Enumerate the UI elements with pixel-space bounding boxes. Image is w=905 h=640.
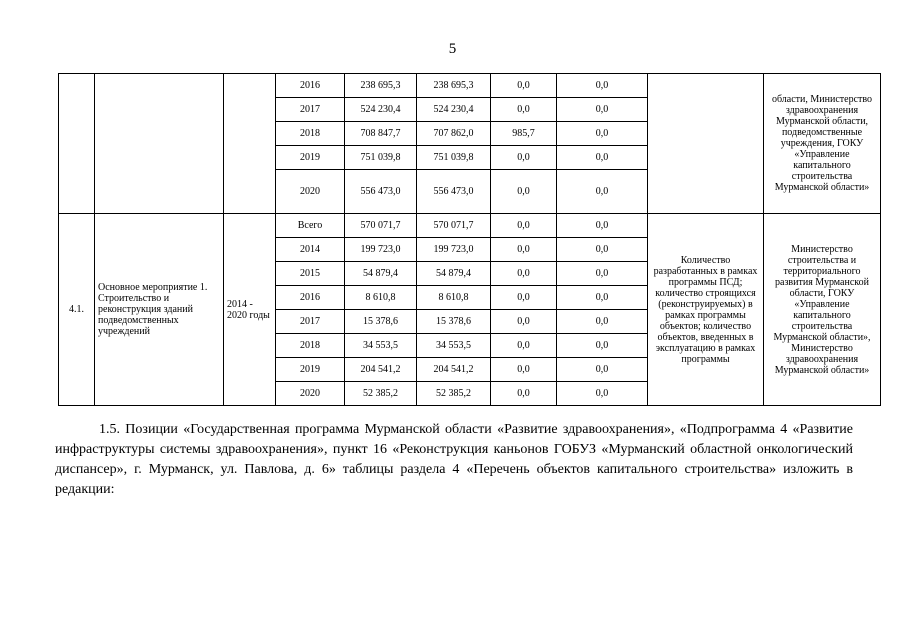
cell-value: 0,0 (491, 98, 557, 122)
cell-total: 570 071,7 (345, 214, 417, 238)
cell-value: 238 695,3 (417, 74, 491, 98)
cell-year: 2019 (276, 146, 345, 170)
cell-value: 0,0 (557, 262, 648, 286)
cell-period (224, 74, 276, 214)
cell-value: 0,0 (557, 286, 648, 310)
cell-year: 2019 (276, 358, 345, 382)
cell-total: 204 541,2 (345, 358, 417, 382)
cell-value: 15 378,6 (417, 310, 491, 334)
cell-value: 0,0 (557, 122, 648, 146)
cell-name: Основное мероприятие 1. Строительство и реконструкция зданий подведомственных учреждений (95, 214, 224, 406)
cell-value: 0,0 (557, 98, 648, 122)
cell-value: 54 879,4 (417, 262, 491, 286)
cell-responsible: области, Министерство здравоохранения Мурманской области, подведомственные учреждения, ГОКУ «Управление капитального строительства Мурманской области» (764, 74, 881, 214)
cell-number: 4.1. (59, 214, 95, 406)
cell-value: 0,0 (557, 214, 648, 238)
cell-value: 34 553,5 (417, 334, 491, 358)
cell-value: 0,0 (557, 382, 648, 406)
cell-name (95, 74, 224, 214)
program-table (58, 73, 881, 406)
cell-year: 2018 (276, 334, 345, 358)
cell-value: 0,0 (557, 74, 648, 98)
cell-total: 34 553,5 (345, 334, 417, 358)
cell-total: 708 847,7 (345, 122, 417, 146)
amendment-paragraph: 1.5. Позиции «Государственная программа Мурманской области «Развитие здравоохранения», «Подпрограмма 4 «Развитие инфраструктуры системы здравоохранения», пункт 16 «Реконструкция каньонов ГОБУЗ «Мурманский областной онкологический диспансер», г. Мурманск, ул. Павлова, д. 6» таблицы раздела 4 «Перечень объектов капитального строительства» изложить в редакции: (55, 422, 853, 497)
cell-year: Всего (276, 214, 345, 238)
cell-year: 2015 (276, 262, 345, 286)
cell-value: 0,0 (491, 382, 557, 406)
cell-total: 199 723,0 (345, 238, 417, 262)
cell-value: 0,0 (491, 238, 557, 262)
table-row (59, 74, 881, 98)
cell-total: 524 230,4 (345, 98, 417, 122)
cell-value: 707 862,0 (417, 122, 491, 146)
cell-total: 52 385,2 (345, 382, 417, 406)
cell-value: 0,0 (557, 170, 648, 214)
cell-value: 52 385,2 (417, 382, 491, 406)
cell-value: 0,0 (491, 358, 557, 382)
cell-number (59, 74, 95, 214)
cell-value: 0,0 (491, 334, 557, 358)
cell-value: 0,0 (491, 214, 557, 238)
cell-indicators: Количество разработанных в рамках программы ПСД; количество строящихся (реконструируемых) в рамках программы объектов; количество объектов, введенных в эксплуатацию в рамках программы (648, 214, 764, 406)
cell-value: 0,0 (557, 238, 648, 262)
cell-value: 751 039,8 (417, 146, 491, 170)
cell-value: 0,0 (491, 286, 557, 310)
cell-value: 0,0 (557, 310, 648, 334)
cell-indicators (648, 74, 764, 214)
cell-value: 524 230,4 (417, 98, 491, 122)
cell-value: 985,7 (491, 122, 557, 146)
cell-total: 15 378,6 (345, 310, 417, 334)
cell-year: 2020 (276, 382, 345, 406)
cell-year: 2020 (276, 170, 345, 214)
cell-year: 2017 (276, 310, 345, 334)
cell-year: 2014 (276, 238, 345, 262)
page-number: 5 (448, 41, 457, 57)
cell-total: 54 879,4 (345, 262, 417, 286)
cell-value: 0,0 (491, 170, 557, 214)
cell-value: 0,0 (557, 146, 648, 170)
cell-year: 2018 (276, 122, 345, 146)
cell-responsible: Министерство строительства и территориального развития Мурманской области, ГОКУ «Управление капитального строительства Мурманской области», Министерство здравоохранения Мурманской области» (764, 214, 881, 406)
cell-value: 0,0 (491, 74, 557, 98)
cell-year: 2017 (276, 98, 345, 122)
cell-value: 556 473,0 (417, 170, 491, 214)
cell-total: 556 473,0 (345, 170, 417, 214)
cell-total: 751 039,8 (345, 146, 417, 170)
cell-value: 204 541,2 (417, 358, 491, 382)
cell-year: 2016 (276, 74, 345, 98)
cell-value: 0,0 (557, 334, 648, 358)
table-row (59, 214, 881, 238)
cell-value: 570 071,7 (417, 214, 491, 238)
cell-value: 0,0 (491, 146, 557, 170)
cell-value: 0,0 (491, 310, 557, 334)
cell-total: 238 695,3 (345, 74, 417, 98)
cell-value: 8 610,8 (417, 286, 491, 310)
cell-value: 199 723,0 (417, 238, 491, 262)
cell-total: 8 610,8 (345, 286, 417, 310)
cell-value: 0,0 (491, 262, 557, 286)
cell-period: 2014 - 2020 годы (224, 214, 276, 406)
cell-value: 0,0 (557, 358, 648, 382)
cell-year: 2016 (276, 286, 345, 310)
